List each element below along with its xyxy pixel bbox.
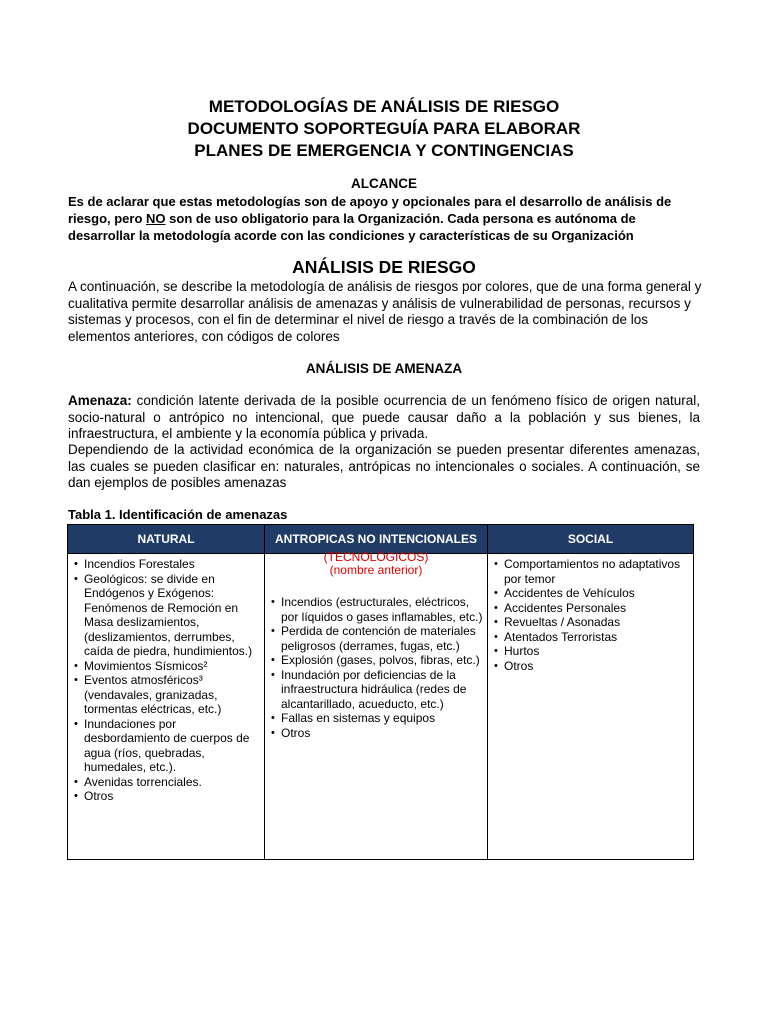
list-item: • Otros — [492, 659, 689, 674]
social-list — [492, 557, 689, 673]
threats-table — [67, 524, 694, 860]
tech-label: (TECNOLÓGICOS) — [323, 550, 429, 564]
list-item: • Accidentes de Vehículos — [492, 586, 689, 601]
threat-analysis-heading: ANÁLISIS DE AMENAZA — [305, 361, 463, 376]
scope-text-before: Es de aclarar que estas metodologías son de apoyo y opcionales para el desarrollo de análisis de riesgo, pero — [68, 194, 672, 226]
title-line-1: METODOLOGÍAS DE ANÁLISIS DE RIESGO — [208, 97, 560, 116]
title-line-3: PLANES DE EMERGENCIA Y CONTINGENCIAS — [194, 141, 574, 160]
table-caption: Tabla 1. Identificación de amenazas — [68, 507, 288, 522]
list-item: • Incendios Forestales — [72, 557, 260, 572]
list-item: • Revueltas / Asonadas — [492, 615, 689, 630]
tech-note — [269, 551, 483, 577]
scope-text-after: son de uso obligatorio para la Organización. Cada persona es autónoma de desarrollar la metodología acorde con las condiciones y características de su Organización — [68, 211, 636, 243]
list-item: • Otros — [269, 726, 483, 741]
list-item: • Accidentes Personales — [492, 601, 689, 616]
header-anthropic: ANTROPICAS NO INTENCIONALES — [265, 525, 488, 554]
header-natural: NATURAL — [68, 525, 265, 554]
anthropic-list — [269, 595, 483, 740]
list-item: • Fallas en sistemas y equipos — [269, 711, 483, 726]
list-item: • Avenidas torrenciales. — [72, 775, 260, 790]
list-item: • Explosión (gases, polvos, fibras, etc.) — [269, 653, 483, 668]
document-title — [0, 96, 768, 162]
threat-definition-text: condición latente derivada de la posible ocurrencia de un fenómeno físico de origen natural, socio-natural o antrópico no intencional, que puede causar daño a la población y sus bienes, la infraestructura, el ambiente y la economía pública y privada. — [68, 393, 700, 441]
table-row — [68, 554, 694, 860]
list-item: • Geológicos: se divide en Endógenos y Exógenos: Fenómenos de Remoción en Masa deslizamientos, (deslizamientos, derrumbes, caída de piedra, hundimientos.) — [72, 572, 260, 659]
former-name-label: (nombre anterior) — [329, 563, 423, 577]
natural-list — [72, 557, 260, 804]
list-item: • Inundaciones por desbordamiento de cuerpos de agua (ríos, quebradas, humedales, etc.). — [72, 717, 260, 775]
list-item: • Perdida de contención de materiales peligrosos (derrames, fugas, etc.) — [269, 624, 483, 653]
scope-text-underlined: NO — [146, 211, 166, 226]
scope-heading: ALCANCE — [351, 176, 417, 191]
list-item: • Atentados Terroristas — [492, 630, 689, 645]
threat-definition-paragraph — [68, 393, 700, 443]
social-cell — [488, 554, 694, 860]
title-line-2: DOCUMENTO SOPORTEGUÍA PARA ELABORAR — [187, 119, 581, 138]
list-item: • Movimientos Sísmicos² — [72, 659, 260, 674]
scope-paragraph — [68, 193, 704, 244]
anthropic-cell — [265, 550, 488, 860]
list-item: • Hurtos — [492, 644, 689, 659]
threat-definition-term: Amenaza: — [68, 393, 132, 408]
list-item: • Eventos atmosféricos³ (vendavales, granizadas, tormentas eléctricas, etc.) — [72, 673, 260, 717]
list-item: • Otros — [72, 789, 260, 804]
risk-analysis-paragraph: A continuación, se describe la metodología de análisis de riesgos por colores, que de una forma general y cualitativa permite desarrollar análisis de amenazas y análisis de vulnerabilidad de personas, recursos y sistemas y procesos, con el fin de determinar el nivel de riesgo a través de la combinación de los elementos anteriores, con códigos de colores — [68, 279, 702, 344]
list-item: • Inundación por deficiencias de la infraestructura hidráulica (redes de alcantarillado, acueducto, etc.) — [269, 668, 483, 712]
risk-analysis-heading: ANÁLISIS DE RIESGO — [292, 257, 476, 277]
list-item: • Incendios (estructurales, eléctricos, por líquidos o gases inflamables, etc.) — [269, 595, 483, 624]
header-social: SOCIAL — [488, 525, 694, 554]
threat-classification-paragraph: Dependiendo de la actividad económica de la organización se pueden presentar diferentes amenazas, las cuales se pueden clasificar en: naturales, antrópicas no intencionales o sociales. A continuación, se dan ejemplos de posibles amenazas — [68, 442, 700, 490]
list-item: • Comportamientos no adaptativos por temor — [492, 557, 689, 586]
natural-cell — [68, 554, 265, 860]
